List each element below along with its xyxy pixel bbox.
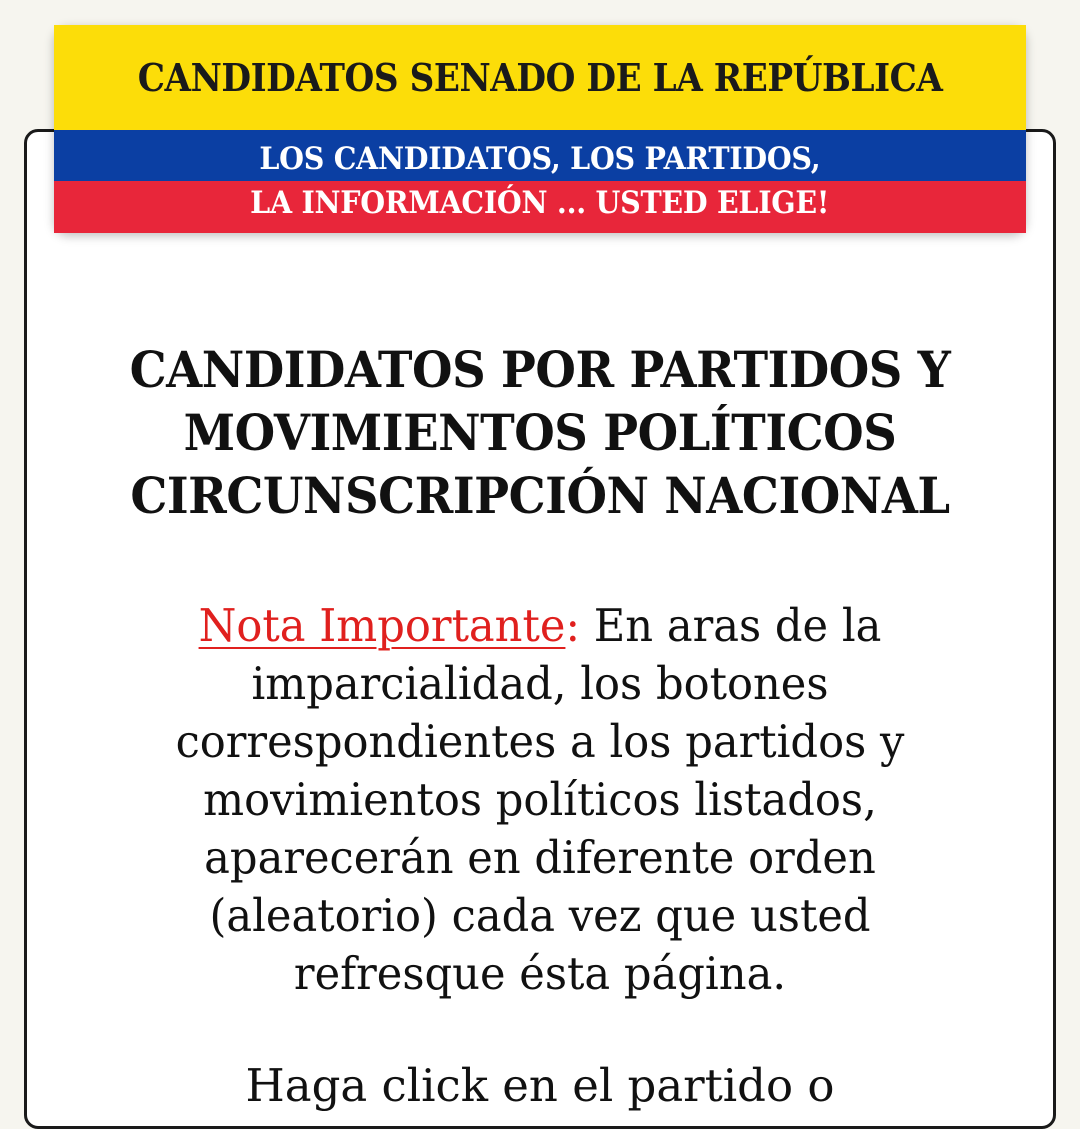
note-line-3: correspondientes a los partidos y bbox=[175, 715, 905, 768]
note-line-4: movimientos políticos listados, bbox=[203, 773, 877, 826]
page-title-line-3: CIRCUNSCRIPCIÓN NACIONAL bbox=[130, 466, 950, 525]
page-title bbox=[60, 338, 1020, 527]
instruction-text: Haga click en el partido o bbox=[245, 1059, 835, 1112]
note-line-6: (aleatorio) cada vez que usted bbox=[209, 889, 871, 942]
banner-blue-band bbox=[54, 130, 1026, 181]
note-line-1-text: En aras de la bbox=[580, 599, 882, 652]
note-colon: : bbox=[565, 599, 581, 652]
page-title-line-1: CANDIDATOS POR PARTIDOS Y bbox=[129, 340, 951, 399]
note-line-7: refresque ésta página. bbox=[293, 947, 787, 1000]
note-line-2: imparcialidad, los botones bbox=[251, 657, 829, 710]
banner-subtitle-line-1: LOS CANDIDATOS, LOS PARTIDOS, bbox=[259, 141, 821, 177]
banner-yellow-band bbox=[54, 25, 1026, 130]
note-line-5: aparecerán en diferente orden bbox=[204, 831, 876, 884]
header-banner bbox=[54, 25, 1026, 233]
note-line-1 bbox=[79, 597, 1001, 655]
banner-subtitle-line-2: LA INFORMACIÓN ... USTED ELIGE! bbox=[250, 185, 830, 221]
page-title-line-2: MOVIMIENTOS POLÍTICOS bbox=[183, 403, 897, 462]
banner-title: CANDIDATOS SENADO DE LA REPÚBLICA bbox=[137, 55, 943, 100]
note-important-link[interactable]: Nota Importante bbox=[198, 599, 566, 652]
banner-red-band bbox=[54, 181, 1026, 233]
important-note bbox=[60, 597, 1020, 1003]
